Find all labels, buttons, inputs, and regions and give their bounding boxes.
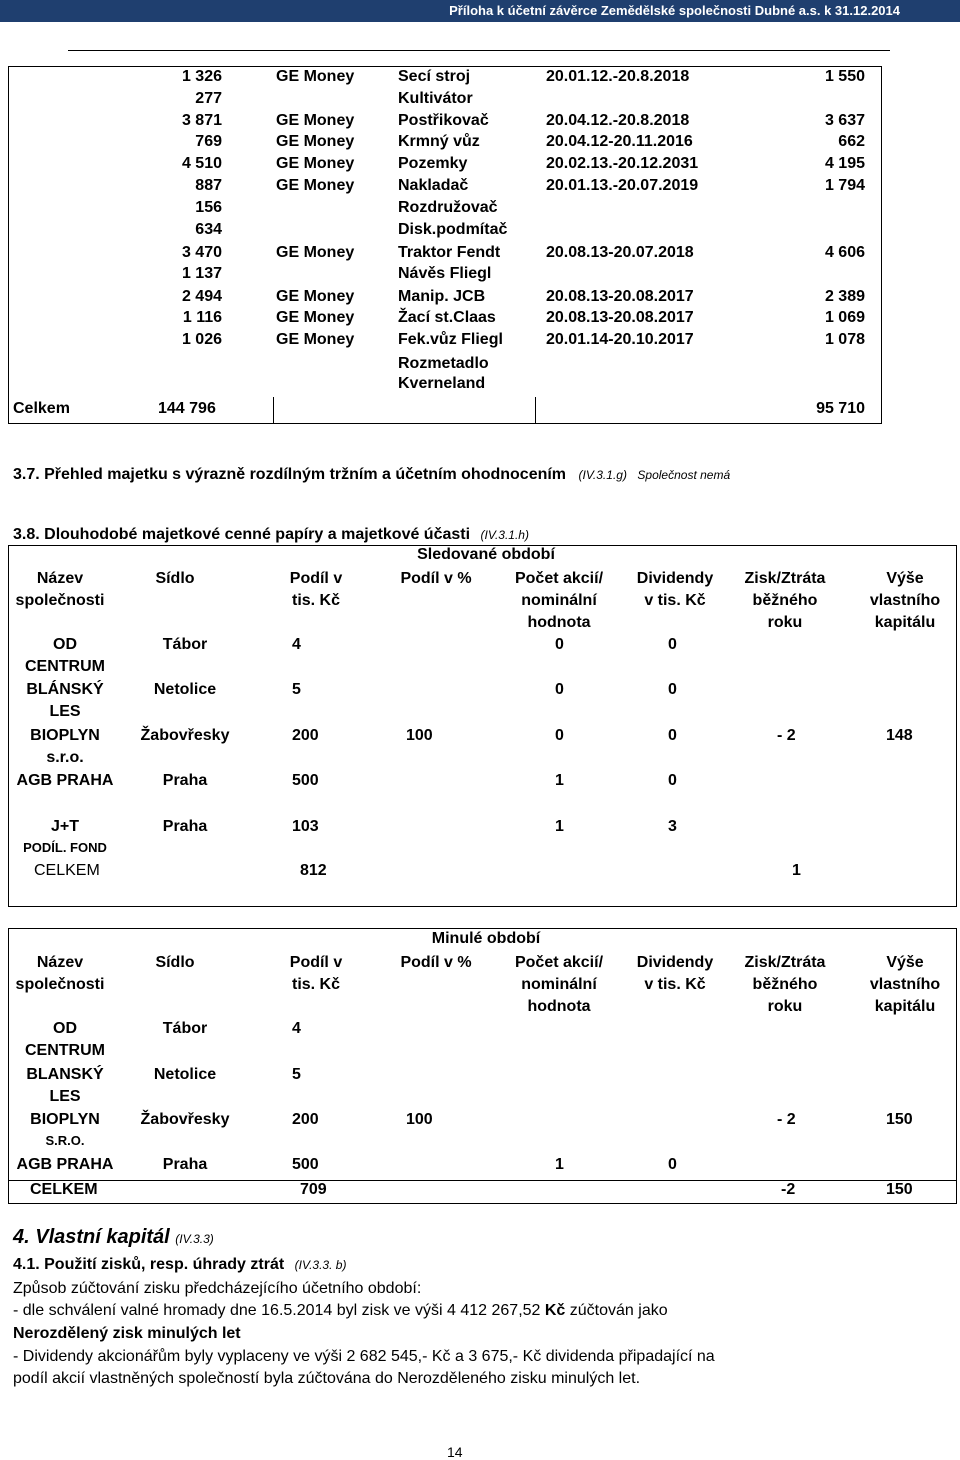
leasing-period: 20.08.13-20.08.2017 [546,288,694,305]
section-41-line2: - dle schválení valné hromady dne 16.5.2014 byl zisk ve výši 4 412 267,52 Kč zúčtován jako [13,1302,668,1319]
current-header-name: společnosti [15,592,105,609]
current-row-div: 3 [668,818,677,835]
section-41-line4b: podíl akcií vlastněných společností byla zúčtována do Nerozděleného zisku minulých let. [13,1370,641,1387]
current-header-seat: Sídlo [155,570,195,587]
leasing-amount: 277 [195,90,222,107]
previous-header-seat: Sídlo [155,954,195,971]
section-41-heading: 4.1. Použití zisků, resp. úhrady ztrát (IV.3.3. b) [13,1256,347,1273]
previous-row-seat: Praha [162,1156,208,1173]
previous-row-name: AGB PRAHA [16,1156,114,1173]
previous-row-separator [8,1180,957,1181]
leasing-total-amount: 144 796 [158,400,216,417]
current-header-div: v tis. Kč [644,592,706,609]
previous-total-label: CELKEM [30,1181,98,1198]
section-41-line1: Způsob zúčtování zisku předcházejícího účetního období: [13,1280,422,1297]
leasing-item: Traktor Fendt [398,244,501,261]
current-header-shares: Počet akcií/ [514,570,604,587]
leasing-item: Postřikovač [398,112,489,129]
section-4-heading: 4. Vlastní kapitál (IV.3.3) [13,1226,214,1248]
leasing-amount: 3 470 [181,244,222,261]
leasing-company: GE Money [276,155,355,172]
leasing-item: Manip. JCB [398,288,486,305]
previous-total-share: 709 [300,1181,327,1198]
current-row-name: BLÁNSKÝ [26,681,104,698]
current-header-share_pct: Podíl v % [400,570,472,587]
leasing-value: 1 069 [824,309,865,326]
current-header-shares: hodnota [527,614,591,631]
previous-header-name: společnosti [15,976,105,993]
leasing-item: Kverneland [398,375,486,392]
current-row-share: 4 [292,636,301,653]
current-header-div: Dividendy [636,570,714,587]
leasing-period: 20.01.12.-20.8.2018 [546,68,690,85]
leasing-period: 20.01.13.-20.07.2019 [546,177,699,194]
section-37-note: Společnost nemá [637,468,731,482]
leasing-period: 20.08.13-20.07.2018 [546,244,694,261]
current-row-share: 103 [292,818,319,835]
previous-header-div: Dividendy [636,954,714,971]
previous-row-name: BIOPLYN [30,1111,100,1128]
leasing-item: Pozemky [398,155,468,172]
current-row-name: J+T [50,818,79,835]
section-38-heading: 3.8. Dlouhodobé majetkové cenné papíry a majetkové účasti (IV.3.1.h) [13,526,529,543]
current-row-share: 200 [292,727,319,744]
leasing-amount: 1 137 [181,265,222,282]
current-row-seat: Žabovřesky [140,727,230,744]
current-row-div: 0 [668,636,677,653]
previous-row-name-2: CENTRUM [25,1042,105,1059]
current-row-share: 500 [292,772,319,789]
current-row-shares: 0 [555,681,564,698]
current-row-name: AGB PRAHA [16,772,114,789]
leasing-total-value: 95 710 [816,400,865,417]
current-header-pl: Zisk/Ztráta [744,570,826,587]
previous-row-seat: Žabovřesky [140,1111,230,1128]
previous-row-pl: - 2 [777,1111,796,1128]
current-header-share_tis: Podíl v [289,570,343,587]
page-number: 14 [447,1444,463,1460]
leasing-company: GE Money [276,68,355,85]
leasing-amount: 769 [195,133,222,150]
current-row-name: OD [53,636,77,653]
previous-header-shares: hodnota [527,998,591,1015]
previous-row-seat: Netolice [153,1066,217,1083]
previous-header-pl: roku [767,998,803,1015]
current-row-seat: Netolice [153,681,217,698]
current-row-name: BIOPLYN [30,727,100,744]
current-row-pl: - 2 [777,727,796,744]
current-header-pl: běžného [752,592,818,609]
current-row-div: 0 [668,772,677,789]
previous-header-share_tis: tis. Kč [291,976,340,993]
current-header-name: Název [36,570,84,587]
leasing-item: Rozmetadlo [398,355,489,372]
page-header [0,0,960,22]
leasing-amount: 887 [195,177,222,194]
leasing-item: Fek.vůz Fliegl [398,331,503,348]
leasing-value: 662 [838,133,865,150]
current-row-div: 0 [668,681,677,698]
previous-row-name: BLANSKÝ [26,1066,104,1083]
current-total-div: 1 [792,862,801,879]
current-row-seat: Praha [162,818,208,835]
leasing-amount: 2 494 [181,288,222,305]
leasing-company: GE Money [276,331,355,348]
header-title: Příloha k účetní závěrce Zemědělské společnosti Dubné a.s. k 31.12.2014 [449,3,900,18]
previous-header-pl: Zisk/Ztráta [744,954,826,971]
section-4-ref: (IV.3.3) [175,1232,214,1246]
current-header-share_tis: tis. Kč [291,592,340,609]
leasing-item: Rozdružovač [398,199,498,216]
current-row-div: 0 [668,727,677,744]
leasing-amount: 1 026 [181,331,222,348]
previous-row-name: OD [53,1020,77,1037]
leasing-value: 2 389 [824,288,865,305]
leasing-value: 4 606 [824,244,865,261]
leasing-amount: 4 510 [181,155,222,172]
current-row-shares: 0 [555,636,564,653]
leasing-amount: 1 116 [182,309,222,326]
previous-header-shares: Počet akcií/ [514,954,604,971]
leasing-period: 20.01.14-20.10.2017 [546,331,694,348]
previous-row-eq: 150 [886,1111,913,1128]
leasing-company: GE Money [276,133,355,150]
leasing-item: Nakladač [398,177,469,194]
section-41-line3: Nerozdělený zisk minulých let [13,1325,241,1342]
section-38-ref: (IV.3.1.h) [480,528,529,542]
leasing-company: GE Money [276,244,355,261]
section-41-ref: (IV.3.3. b) [294,1258,347,1272]
current-row-name-2: LES [49,703,81,720]
leasing-period: 20.04.12.-20.8.2018 [546,112,690,129]
previous-row-share: 500 [292,1156,319,1173]
current-row-name-2: s.r.o. [46,749,84,766]
current-row-seat: Praha [162,772,208,789]
current-header-pl: roku [767,614,803,631]
previous-row-share: 5 [292,1066,301,1083]
current-header-equity: vlastního [869,592,941,609]
previous-header-share_tis: Podíl v [289,954,343,971]
leasing-value: 1 550 [824,68,865,85]
previous-header-equity: Výše [886,954,924,971]
current-row-shares: 0 [555,727,564,744]
leasing-item: Krmný vůz [398,133,480,150]
previous-row-share: 4 [292,1020,301,1037]
leasing-total-label: Celkem [13,400,70,417]
previous-header-equity: kapitálu [874,998,936,1015]
previous-header-shares: nominální [521,976,597,993]
current-row-name-2: PODÍL. FOND [23,840,107,855]
previous-period-label: Minulé období [431,930,541,947]
leasing-period: 20.08.13-20.08.2017 [546,309,694,326]
section-41-line4a: - Dividendy akcionářům byly vyplaceny ve výši 2 682 545,- Kč a 3 675,- Kč dividenda připadající na [13,1348,715,1365]
previous-total-pl: -2 [781,1181,796,1198]
previous-row-shares: 1 [555,1156,564,1173]
leasing-value: 1 078 [824,331,865,348]
header-rule [68,50,890,51]
leasing-item: Žací st.Claas [398,309,496,326]
leasing-item: Návěs Fliegl [398,265,492,282]
previous-header-share_pct: Podíl v % [400,954,472,971]
leasing-item: Secí stroj [398,68,471,85]
leasing-company: GE Money [276,177,355,194]
leasing-company: GE Money [276,112,355,129]
current-row-seat: Tábor [162,636,208,653]
leasing-amount: 156 [195,199,222,216]
previous-header-equity: vlastního [869,976,941,993]
previous-header-div: v tis. Kč [644,976,706,993]
section-37-heading: 3.7. Přehled majetku s výrazně rozdílným tržním a účetním ohodnocením (IV.3.1.g) Společnost nemá [13,466,731,483]
previous-row-seat: Tábor [162,1020,208,1037]
leasing-period: 20.02.13.-20.12.2031 [546,155,699,172]
leasing-divider-v2 [535,397,536,423]
current-row-shares: 1 [555,818,564,835]
leasing-value: 1 794 [824,177,865,194]
current-header-shares: nominální [521,592,597,609]
leasing-amount: 3 871 [181,112,222,129]
current-period-label: Sledované období [417,546,555,563]
current-row-name-2: CENTRUM [25,658,105,675]
leasing-amount: 634 [195,221,222,238]
current-row-eq: 148 [886,727,913,744]
current-row-pct: 100 [406,727,433,744]
previous-row-div: 0 [668,1156,677,1173]
current-total-label: CELKEM [34,862,100,879]
leasing-amount: 1 326 [181,68,222,85]
current-total-share: 812 [300,862,327,879]
previous-header-pl: běžného [752,976,818,993]
current-header-equity: Výše [886,570,924,587]
leasing-item: Kultivátor [398,90,473,107]
leasing-value: 4 195 [824,155,865,172]
current-header-equity: kapitálu [874,614,936,631]
previous-header-name: Název [36,954,84,971]
current-row-share: 5 [292,681,301,698]
previous-total-eq: 150 [886,1181,913,1198]
leasing-company: GE Money [276,309,355,326]
previous-row-name-2: S.R.O. [45,1133,85,1148]
previous-row-pct: 100 [406,1111,433,1128]
leasing-item: Disk.podmítač [398,221,508,238]
leasing-divider-v1 [273,397,274,423]
leasing-company: GE Money [276,288,355,305]
leasing-period: 20.04.12-20.11.2016 [546,133,693,150]
section-37-ref: (IV.3.1.g) [578,468,627,482]
previous-row-name-2: LES [49,1088,81,1105]
current-row-shares: 1 [555,772,564,789]
leasing-value: 3 637 [824,112,865,129]
previous-row-share: 200 [292,1111,319,1128]
